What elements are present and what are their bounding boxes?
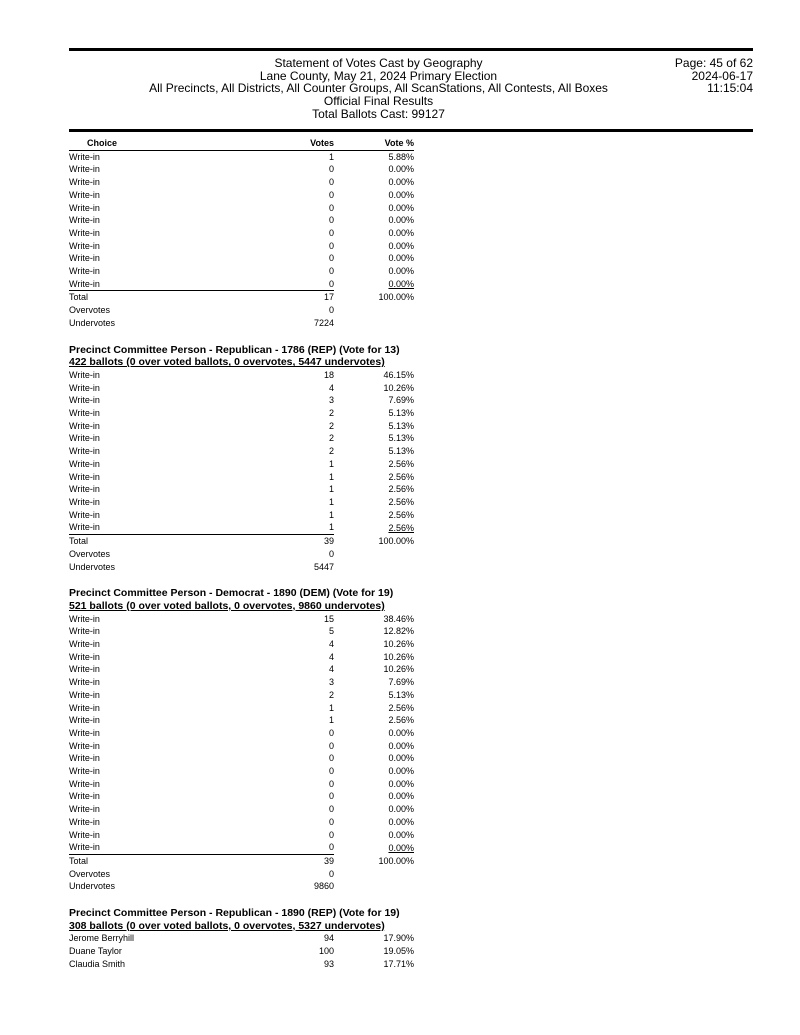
- table-row: [69, 278, 414, 291]
- table-row: [69, 841, 414, 854]
- table-row: [69, 445, 414, 458]
- vote-percent: [334, 778, 414, 791]
- vote-percent-value: 17.71%: [383, 958, 414, 969]
- vote-count: 0: [255, 278, 334, 291]
- vote-count: 4: [328, 382, 334, 393]
- report-date: 2024-06-17: [691, 68, 753, 83]
- total-votes: 39: [323, 536, 334, 547]
- choice-name: Jerome Berryhill: [69, 933, 135, 944]
- total-label: Total: [69, 536, 89, 547]
- vote-percent: [334, 651, 414, 664]
- report-meta: [675, 57, 753, 95]
- undervotes-row: [69, 561, 414, 574]
- vote-percent-value: 2.56%: [388, 702, 414, 713]
- total-ballots-cast: Total Ballots Cast: 99127: [312, 106, 445, 121]
- vote-percent-value: 12.82%: [383, 626, 414, 637]
- choice-name: Write-in: [69, 278, 255, 291]
- report-header: [69, 57, 688, 121]
- choice-column-header: Choice: [69, 137, 255, 150]
- choice-name: Write-in: [69, 521, 255, 534]
- table-row: [69, 458, 414, 471]
- vote-percent-value: 0.00%: [388, 778, 414, 789]
- table-row: [69, 150, 414, 163]
- vote-percent: [334, 483, 414, 496]
- table-row: [69, 638, 414, 651]
- vote-count: 0: [328, 227, 334, 238]
- contest-ballot-summary: 308 ballots (0 over voted ballots, 0 overvotes, 5327 undervotes): [69, 919, 385, 932]
- vote-percent-value: 19.05%: [383, 946, 414, 957]
- vote-count: 0: [328, 189, 334, 200]
- table-row: [69, 496, 414, 509]
- vote-percent: [334, 189, 414, 202]
- vote-count: 0: [328, 202, 334, 213]
- vote-percent-value: 0.00%: [388, 727, 414, 738]
- choice-name: Write-in: [69, 189, 100, 200]
- vote-percent: [334, 496, 414, 509]
- vote-percent: [334, 727, 414, 740]
- table-row: [69, 176, 414, 189]
- table-row: [69, 509, 414, 522]
- table-row: [69, 252, 414, 265]
- vote-percent-value: 5.13%: [388, 689, 414, 700]
- column-header-row: [69, 137, 414, 150]
- vote-count: 1: [255, 521, 334, 534]
- vote-percent: [334, 214, 414, 227]
- table-row: [69, 663, 414, 676]
- vote-percent: [334, 689, 414, 702]
- vote-percent: [334, 752, 414, 765]
- table-row: [69, 483, 414, 496]
- vote-percent: [334, 240, 414, 253]
- choice-name: Write-in: [69, 253, 100, 264]
- choice-name: Write-in: [69, 395, 100, 406]
- vote-count: 1: [328, 509, 334, 520]
- vote-count: 1: [328, 702, 334, 713]
- choice-name: Write-in: [69, 613, 100, 624]
- undervotes-label: Undervotes: [69, 881, 116, 892]
- table-row: [69, 407, 414, 420]
- choice-name: Write-in: [69, 829, 100, 840]
- vote-percent: [334, 278, 414, 291]
- table-row: [69, 945, 414, 958]
- vote-percent-value: 2.56%: [388, 496, 414, 507]
- choice-name: Write-in: [69, 177, 100, 188]
- vote-count: 0: [328, 240, 334, 251]
- choice-name: Claudia Smith: [69, 958, 126, 969]
- vote-count: 0: [328, 215, 334, 226]
- vote-count: 0: [328, 791, 334, 802]
- choice-name: Write-in: [69, 458, 100, 469]
- choice-name: Write-in: [69, 408, 100, 419]
- table-row: [69, 202, 414, 215]
- vote-percent: [334, 740, 414, 753]
- choice-name: Write-in: [69, 727, 100, 738]
- table-row: [69, 471, 414, 484]
- table-row: [69, 790, 414, 803]
- header-top-rule: [69, 48, 753, 51]
- vote-percent: [334, 471, 414, 484]
- table-row: [69, 394, 414, 407]
- table-row: [69, 702, 414, 715]
- vote-percent: [334, 163, 414, 176]
- table-row: [69, 163, 414, 176]
- undervotes-label: Undervotes: [69, 317, 116, 328]
- choice-name: Write-in: [69, 740, 100, 751]
- vote-count: 93: [323, 958, 334, 969]
- vote-count: 0: [328, 266, 334, 277]
- vote-count: 18: [323, 369, 334, 380]
- undervotes-row: [69, 880, 414, 893]
- vote-percent: [334, 638, 414, 651]
- vote-count: 4: [328, 639, 334, 650]
- vote-percent-value: 10.26%: [383, 664, 414, 675]
- vote-count: 1: [328, 496, 334, 507]
- vote-count: 94: [323, 933, 334, 944]
- table-row: [69, 932, 414, 945]
- choice-name: Write-in: [69, 164, 100, 175]
- choice-name: Write-in: [69, 753, 100, 764]
- undervotes-label: Undervotes: [69, 561, 116, 572]
- table-row: [69, 227, 414, 240]
- vote-percent: [334, 382, 414, 395]
- vote-percent: [334, 407, 414, 420]
- choice-name: Write-in: [69, 778, 100, 789]
- vote-count: 1: [328, 471, 334, 482]
- vote-count: 3: [328, 395, 334, 406]
- vote-percent: [334, 176, 414, 189]
- contest-section: [69, 907, 489, 971]
- report-scope: All Precincts, All Districts, All Counter Groups, All ScanStations, All Contests, All Boxes: [149, 81, 608, 96]
- table-row: [69, 240, 414, 253]
- vote-percent-value: 0.00%: [388, 829, 414, 840]
- vote-count: 0: [328, 766, 334, 777]
- votes-column-header: Votes: [255, 137, 334, 150]
- vote-percent-value: 2.56%: [388, 458, 414, 469]
- page-number: Page: 45 of 62: [674, 56, 753, 70]
- contest-section: [69, 137, 489, 330]
- results-status: Official Final Results: [323, 94, 434, 109]
- vote-percent-value: 5.13%: [388, 408, 414, 419]
- table-row: [69, 803, 414, 816]
- vote-percent-value: 46.15%: [383, 369, 414, 380]
- vote-percent-value: 0.00%: [388, 278, 414, 289]
- overvotes-row: [69, 868, 414, 881]
- vote-count: 2: [328, 420, 334, 431]
- total-label: Total: [69, 292, 89, 303]
- vote-count: 0: [328, 753, 334, 764]
- vote-percent: [334, 829, 414, 842]
- table-row: [69, 420, 414, 433]
- vote-percent: [334, 265, 414, 278]
- choice-name: Write-in: [69, 626, 100, 637]
- results-body: [69, 137, 489, 971]
- table-row: [69, 265, 414, 278]
- choice-name: Write-in: [69, 369, 100, 380]
- choice-name: Write-in: [69, 382, 100, 393]
- vote-count: 0: [328, 253, 334, 264]
- choice-name: Write-in: [69, 816, 100, 827]
- vote-percent-value: 2.56%: [388, 471, 414, 482]
- vote-count: 0: [255, 841, 334, 854]
- total-percent: 100.00%: [378, 855, 414, 866]
- vote-count: 0: [328, 829, 334, 840]
- vote-count: 0: [328, 740, 334, 751]
- vote-percent-value: 0.00%: [388, 804, 414, 815]
- vote-percent: [334, 252, 414, 265]
- vote-percent: [334, 932, 414, 945]
- undervotes-row: [69, 317, 414, 330]
- vote-percent: [334, 958, 414, 971]
- choice-name: Write-in: [69, 841, 255, 854]
- vote-count: 100: [318, 946, 334, 957]
- vote-percent-value: 5.88%: [388, 151, 414, 162]
- vote-percent-value: 5.13%: [388, 446, 414, 457]
- choice-name: Write-in: [69, 804, 100, 815]
- table-row: [69, 816, 414, 829]
- contest-section: [69, 587, 489, 893]
- vote-count: 4: [328, 664, 334, 675]
- choice-name: Write-in: [69, 202, 100, 213]
- choice-name: Write-in: [69, 496, 100, 507]
- table-row: [69, 613, 414, 626]
- choice-name: Write-in: [69, 639, 100, 650]
- vote-percent: [334, 663, 414, 676]
- vote-percent: [334, 432, 414, 445]
- vote-percent-value: 0.00%: [388, 753, 414, 764]
- vote-percent-value: 0.00%: [388, 766, 414, 777]
- vote-percent-value: 0.00%: [388, 791, 414, 802]
- total-label: Total: [69, 855, 89, 866]
- choice-name: Write-in: [69, 471, 100, 482]
- table-row: [69, 521, 414, 534]
- results-table: [69, 613, 414, 893]
- vote-percent-value: 0.00%: [388, 227, 414, 238]
- choice-name: Duane Taylor: [69, 946, 122, 957]
- results-table: [69, 369, 414, 573]
- table-row: [69, 214, 414, 227]
- vote-percent-value: 0.00%: [388, 189, 414, 200]
- vote-percent: [334, 458, 414, 471]
- choice-name: Write-in: [69, 664, 100, 675]
- table-row: [69, 765, 414, 778]
- choice-name: Write-in: [69, 677, 100, 688]
- contest-ballot-summary: 422 ballots (0 over voted ballots, 0 overvotes, 5447 undervotes): [69, 356, 385, 369]
- table-row: [69, 740, 414, 753]
- vote-count: 5: [328, 626, 334, 637]
- vote-percent: [334, 227, 414, 240]
- overvotes-label: Overvotes: [69, 305, 111, 316]
- vote-percent: [334, 714, 414, 727]
- choice-name: Write-in: [69, 509, 100, 520]
- total-votes: 39: [323, 855, 334, 866]
- table-row: [69, 625, 414, 638]
- contest-title: Precinct Committee Person - Republican - 1890 (REP) (Vote for 19): [69, 907, 400, 920]
- table-row: [69, 689, 414, 702]
- vote-count: 15: [323, 613, 334, 624]
- overvotes-row: [69, 304, 414, 317]
- vote-percent-value: 0.00%: [388, 842, 414, 853]
- vote-percent: [334, 521, 414, 534]
- choice-name: Write-in: [69, 151, 100, 162]
- total-percent: 100.00%: [378, 292, 414, 303]
- overvotes-label: Overvotes: [69, 868, 111, 879]
- vote-percent: [334, 202, 414, 215]
- choice-name: Write-in: [69, 651, 100, 662]
- table-row: [69, 651, 414, 664]
- vote-percent: [334, 702, 414, 715]
- vote-percent-value: 0.00%: [388, 202, 414, 213]
- vote-percent: [334, 369, 414, 382]
- undervotes-count: 9860: [313, 881, 334, 892]
- vote-percent-value: 17.90%: [383, 933, 414, 944]
- vote-count: 4: [328, 651, 334, 662]
- vote-percent-value: 2.56%: [388, 509, 414, 520]
- choice-name: Write-in: [69, 791, 100, 802]
- choice-name: Write-in: [69, 702, 100, 713]
- vote-percent-value: 7.69%: [388, 395, 414, 406]
- report-title: Statement of Votes Cast by Geography: [274, 56, 483, 70]
- choice-name: Write-in: [69, 484, 100, 495]
- contest-section: [69, 344, 489, 574]
- vote-percent-value: 7.69%: [388, 677, 414, 688]
- overvotes-count: 0: [328, 305, 334, 316]
- choice-name: Write-in: [69, 227, 100, 238]
- vote-percent-value: 10.26%: [383, 639, 414, 650]
- choice-name: Write-in: [69, 766, 100, 777]
- vote-percent-value: 2.56%: [388, 715, 414, 726]
- table-row: [69, 714, 414, 727]
- vote-percent-value: 0.00%: [388, 740, 414, 751]
- total-row: [69, 535, 414, 548]
- table-row: [69, 369, 414, 382]
- vote-percent-value: 0.00%: [388, 177, 414, 188]
- results-table: [69, 932, 414, 970]
- vote-count: 2: [328, 433, 334, 444]
- vote-count: 0: [328, 816, 334, 827]
- vote-count: 1: [328, 484, 334, 495]
- vote-count: 0: [328, 727, 334, 738]
- table-row: [69, 382, 414, 395]
- choice-name: Write-in: [69, 715, 100, 726]
- total-percent: 100.00%: [378, 535, 414, 546]
- table-row: [69, 432, 414, 445]
- vote-count: 1: [328, 151, 334, 162]
- table-row: [69, 829, 414, 842]
- overvotes-count: 0: [328, 548, 334, 559]
- overvotes-row: [69, 548, 414, 561]
- vote-percent: [334, 509, 414, 522]
- results-table: [69, 137, 414, 330]
- choice-name: Write-in: [69, 240, 100, 251]
- vote-count: 1: [328, 458, 334, 469]
- vote-count: 2: [328, 408, 334, 419]
- overvotes-label: Overvotes: [69, 548, 111, 559]
- table-row: [69, 752, 414, 765]
- vote-percent: [334, 790, 414, 803]
- vote-count: 0: [328, 804, 334, 815]
- table-row: [69, 958, 414, 971]
- vote-count: 3: [328, 677, 334, 688]
- table-row: [69, 727, 414, 740]
- vote-percent-value: 5.13%: [388, 420, 414, 431]
- vote-percent: [334, 765, 414, 778]
- contest-ballot-summary: 521 ballots (0 over voted ballots, 0 overvotes, 9860 undervotes): [69, 599, 385, 612]
- contest-title: Precinct Committee Person - Republican - 1786 (REP) (Vote for 13): [69, 343, 400, 356]
- vote-percent: [334, 445, 414, 458]
- total-row: [69, 854, 414, 867]
- vote-percent-value: 0.00%: [388, 164, 414, 175]
- vote-count: 2: [328, 689, 334, 700]
- choice-name: Write-in: [69, 689, 100, 700]
- vote-count: 0: [328, 778, 334, 789]
- vote-percent: [334, 676, 414, 689]
- undervotes-count: 7224: [313, 317, 334, 328]
- choice-name: Write-in: [69, 215, 100, 226]
- report-time: 11:15:04: [707, 81, 753, 96]
- overvotes-count: 0: [328, 868, 334, 879]
- vote-percent-value: 0.00%: [388, 266, 414, 277]
- total-votes: 17: [323, 292, 334, 303]
- vote-percent-value: 2.56%: [388, 484, 414, 495]
- vote-percent: [334, 803, 414, 816]
- vote-count: 0: [328, 177, 334, 188]
- table-row: [69, 676, 414, 689]
- header-bottom-rule: [69, 129, 753, 132]
- vote-percent: [334, 816, 414, 829]
- table-row: [69, 778, 414, 791]
- vote-percent-value: 2.56%: [388, 522, 414, 533]
- vote-percent-value: 0.00%: [388, 816, 414, 827]
- vote-percent-value: 10.26%: [383, 382, 414, 393]
- vote-percent-value: 0.00%: [388, 215, 414, 226]
- vote-percent-column-header: Vote %: [334, 137, 414, 150]
- vote-percent: [334, 841, 414, 854]
- table-row: [69, 189, 414, 202]
- total-row: [69, 291, 414, 304]
- choice-name: Write-in: [69, 420, 100, 431]
- vote-percent: [334, 150, 414, 163]
- vote-percent: [334, 945, 414, 958]
- vote-percent: [334, 394, 414, 407]
- choice-name: Write-in: [69, 266, 100, 277]
- choice-name: Write-in: [69, 433, 100, 444]
- vote-percent: [334, 420, 414, 433]
- election-name: Lane County, May 21, 2024 Primary Election: [259, 68, 498, 83]
- contest-title: Precinct Committee Person - Democrat - 1890 (DEM) (Vote for 19): [69, 587, 394, 600]
- vote-percent-value: 5.13%: [388, 433, 414, 444]
- vote-percent: [334, 613, 414, 626]
- vote-percent: [334, 625, 414, 638]
- vote-percent-value: 0.00%: [388, 253, 414, 264]
- vote-percent-value: 38.46%: [383, 613, 414, 624]
- vote-percent-value: 0.00%: [388, 240, 414, 251]
- undervotes-count: 5447: [313, 561, 334, 572]
- choice-name: Write-in: [69, 446, 100, 457]
- vote-percent-value: 10.26%: [383, 651, 414, 662]
- vote-count: 1: [328, 715, 334, 726]
- vote-count: 0: [328, 164, 334, 175]
- vote-count: 2: [328, 446, 334, 457]
